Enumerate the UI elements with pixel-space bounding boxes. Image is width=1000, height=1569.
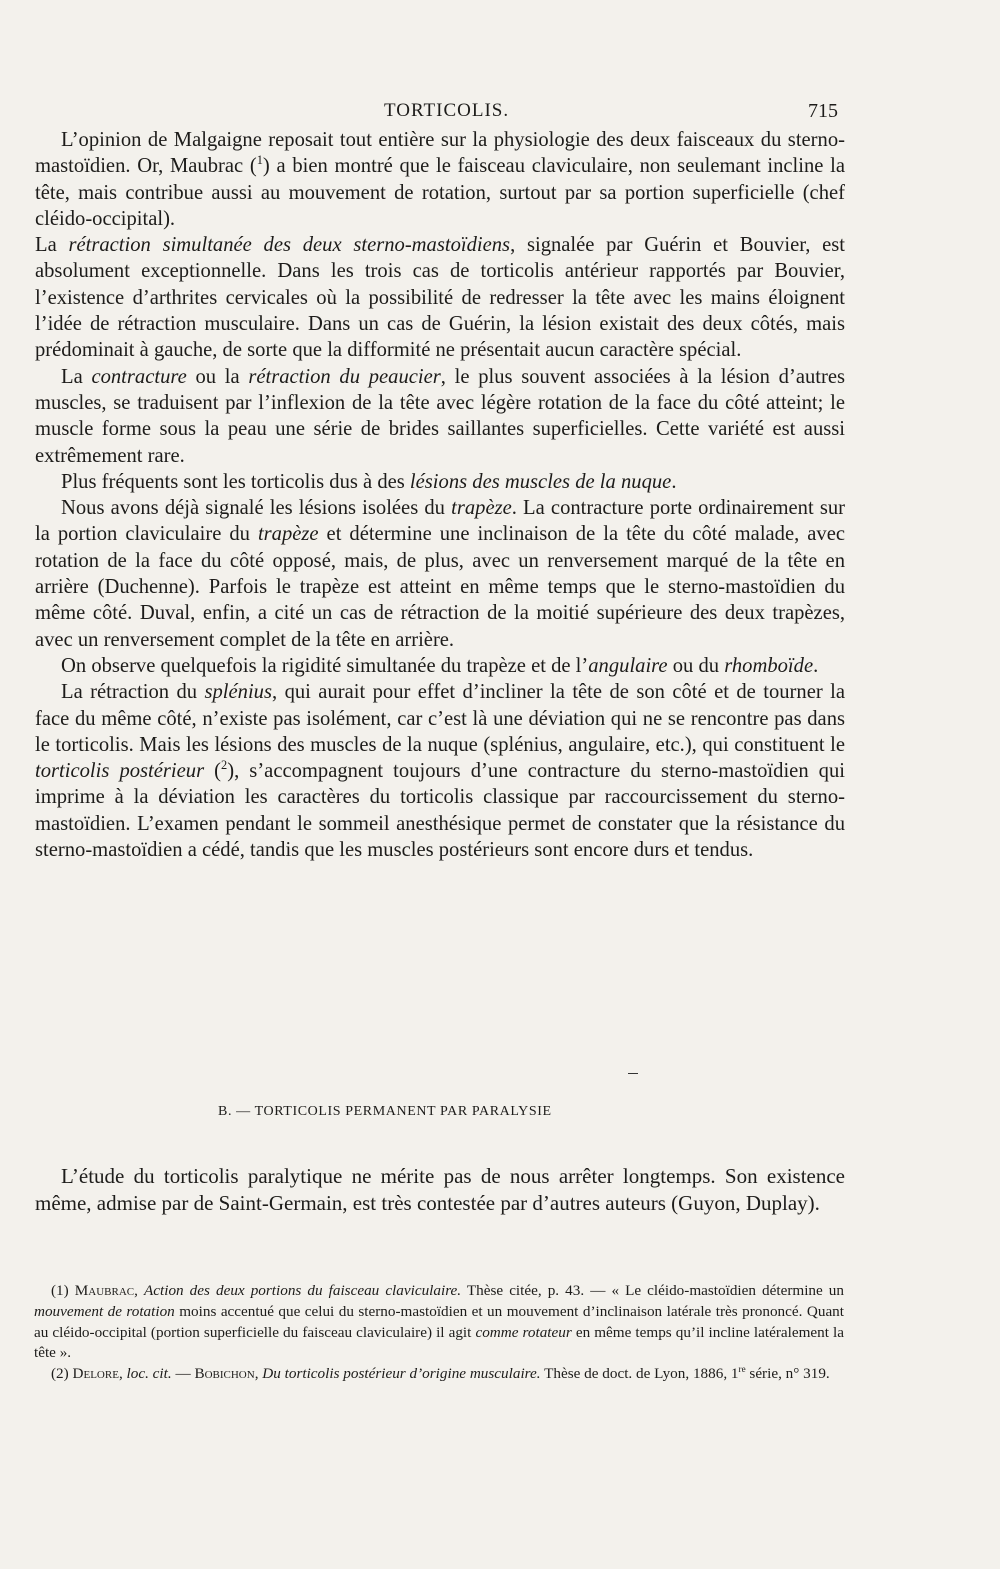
section-heading: B. — TORTICOLIS PERMANENT PAR PARALYSIE xyxy=(218,1104,552,1119)
paragraph-1: L’opinion de Malgaigne reposait tout entière sur la physiologie des deux faisceaux du sterno-mastoïdien. Or, Maubrac ($^1$) a bien montré que le faisceau claviculaire, non seulemant incline la tête, mais contribue aussi au mouvement de rotation, surtout par sa portion superficielle (chef cléido-occipital). xyxy=(35,129,845,230)
paragraph-3: La contracture ou la rétraction du peaucier, le plus souvent associées à la lésion d’autres muscles, se traduisent par l’inflexion de la tête avec légère rotation de la face du côté atteint; le muscle forme sous la peau une série de brides saillantes superficielles. Cette variété est aussi extrêmement rare. xyxy=(35,365,845,467)
paragraph-2: La rétraction simultanée des deux sterno-mastoïdiens, signalée par Guérin et Bouvier, est absolument exceptionnelle. Dans les trois cas de torticolis antérieur rapportés par Bouvier, l’existence d’arthrites cervicales où la possibilité de redresser la tête avec les mains éloignent l’idée de rétraction musculaire. Dans un cas de Guérin, la lésion existait des deux côtés, mais prédominait à gauche, de sorte que la difformité ne présentait aucun caractère spécial. xyxy=(35,234,846,362)
page-number: 715 xyxy=(808,100,838,122)
paragraph-6: On observe quelquefois la rigidité simultanée du trapèze et de l’angulaire ou du rhomboïde. xyxy=(61,654,819,677)
paragraph-8: L’étude du torticolis paralytique ne mérite pas de nous arrêter longtemps. Son existence même, admise par de Saint-Germain, est très contestée par d’autres auteurs (Guyon, Duplay). xyxy=(35,1164,845,1215)
footnotes xyxy=(34,1281,844,1385)
paragraph-7: La rétraction du splénius, qui aurait pour effet d’incliner la tête de son côté et de tourner la face du même côté, n’existe pas isolément, car c’est là une déviation qui ne se rencontre pas dans le torticolis. Mais les lésions des muscles de la nuque (splénius, angulaire, etc.), qui constituent le torticolis postérieur ($^2$), s’accompagnent toujours d’une contracture du sterno-mastoïdien qui imprime à la déviation les caractères du torticolis classique par raccourcissement du sterno-mastoïdien. L’examen pendant le sommeil anesthésique permet de constater que la résistance du sterno-mastoïdien a cédé, tandis que les muscles postérieurs sont encore durs et tendus. xyxy=(35,681,845,862)
paragraph-4: Plus fréquents sont les torticolis dus à des lésions des muscles de la nuque. xyxy=(61,470,677,493)
running-title: TORTICOLIS. xyxy=(384,100,510,121)
section-separator xyxy=(628,1073,638,1074)
paragraph-5: Nous avons déjà signalé les lésions isolées du trapèze. La contracture porte ordinairement sur la portion claviculaire du trapèze et détermine une inclinaison de la tête du côté malade, avec rotation de la face du côté opposé, mais, de plus, avec un renversement marqué de la tête en arrière (Duchenne). Parfois le trapèze est atteint en même temps que le sterno-mastoïdien du même côté. Duval, enfin, a cité un cas de rétraction de la moitié supérieure des deux trapèzes, avec un renversement complet de la tête en arrière. xyxy=(35,497,845,651)
section-text xyxy=(35,1163,845,1216)
footnote-1: (1) Maubrac, Action des deux portions du faisceau claviculaire. Thèse citée, p. 43. — « Le cléido-mastoïdien détermine un mouvement de rotation moins accentué que celui du sterno-mastoïdien et un mouvement d’inclinaison latérale très prononcé. Quant au cléido-occipital (portion superficielle du faisceau claviculaire) il agit comme rotateur en même temps qu’il incline latéralement la tête ». xyxy=(34,1282,845,1362)
main-text xyxy=(35,127,845,863)
footnote-2: (2) Delore, loc. cit. — Bobichon, Du torticolis postérieur d’origine musculaire. Thèse de doct. de Lyon, 1886, 1re série, n° 319. xyxy=(51,1364,830,1383)
